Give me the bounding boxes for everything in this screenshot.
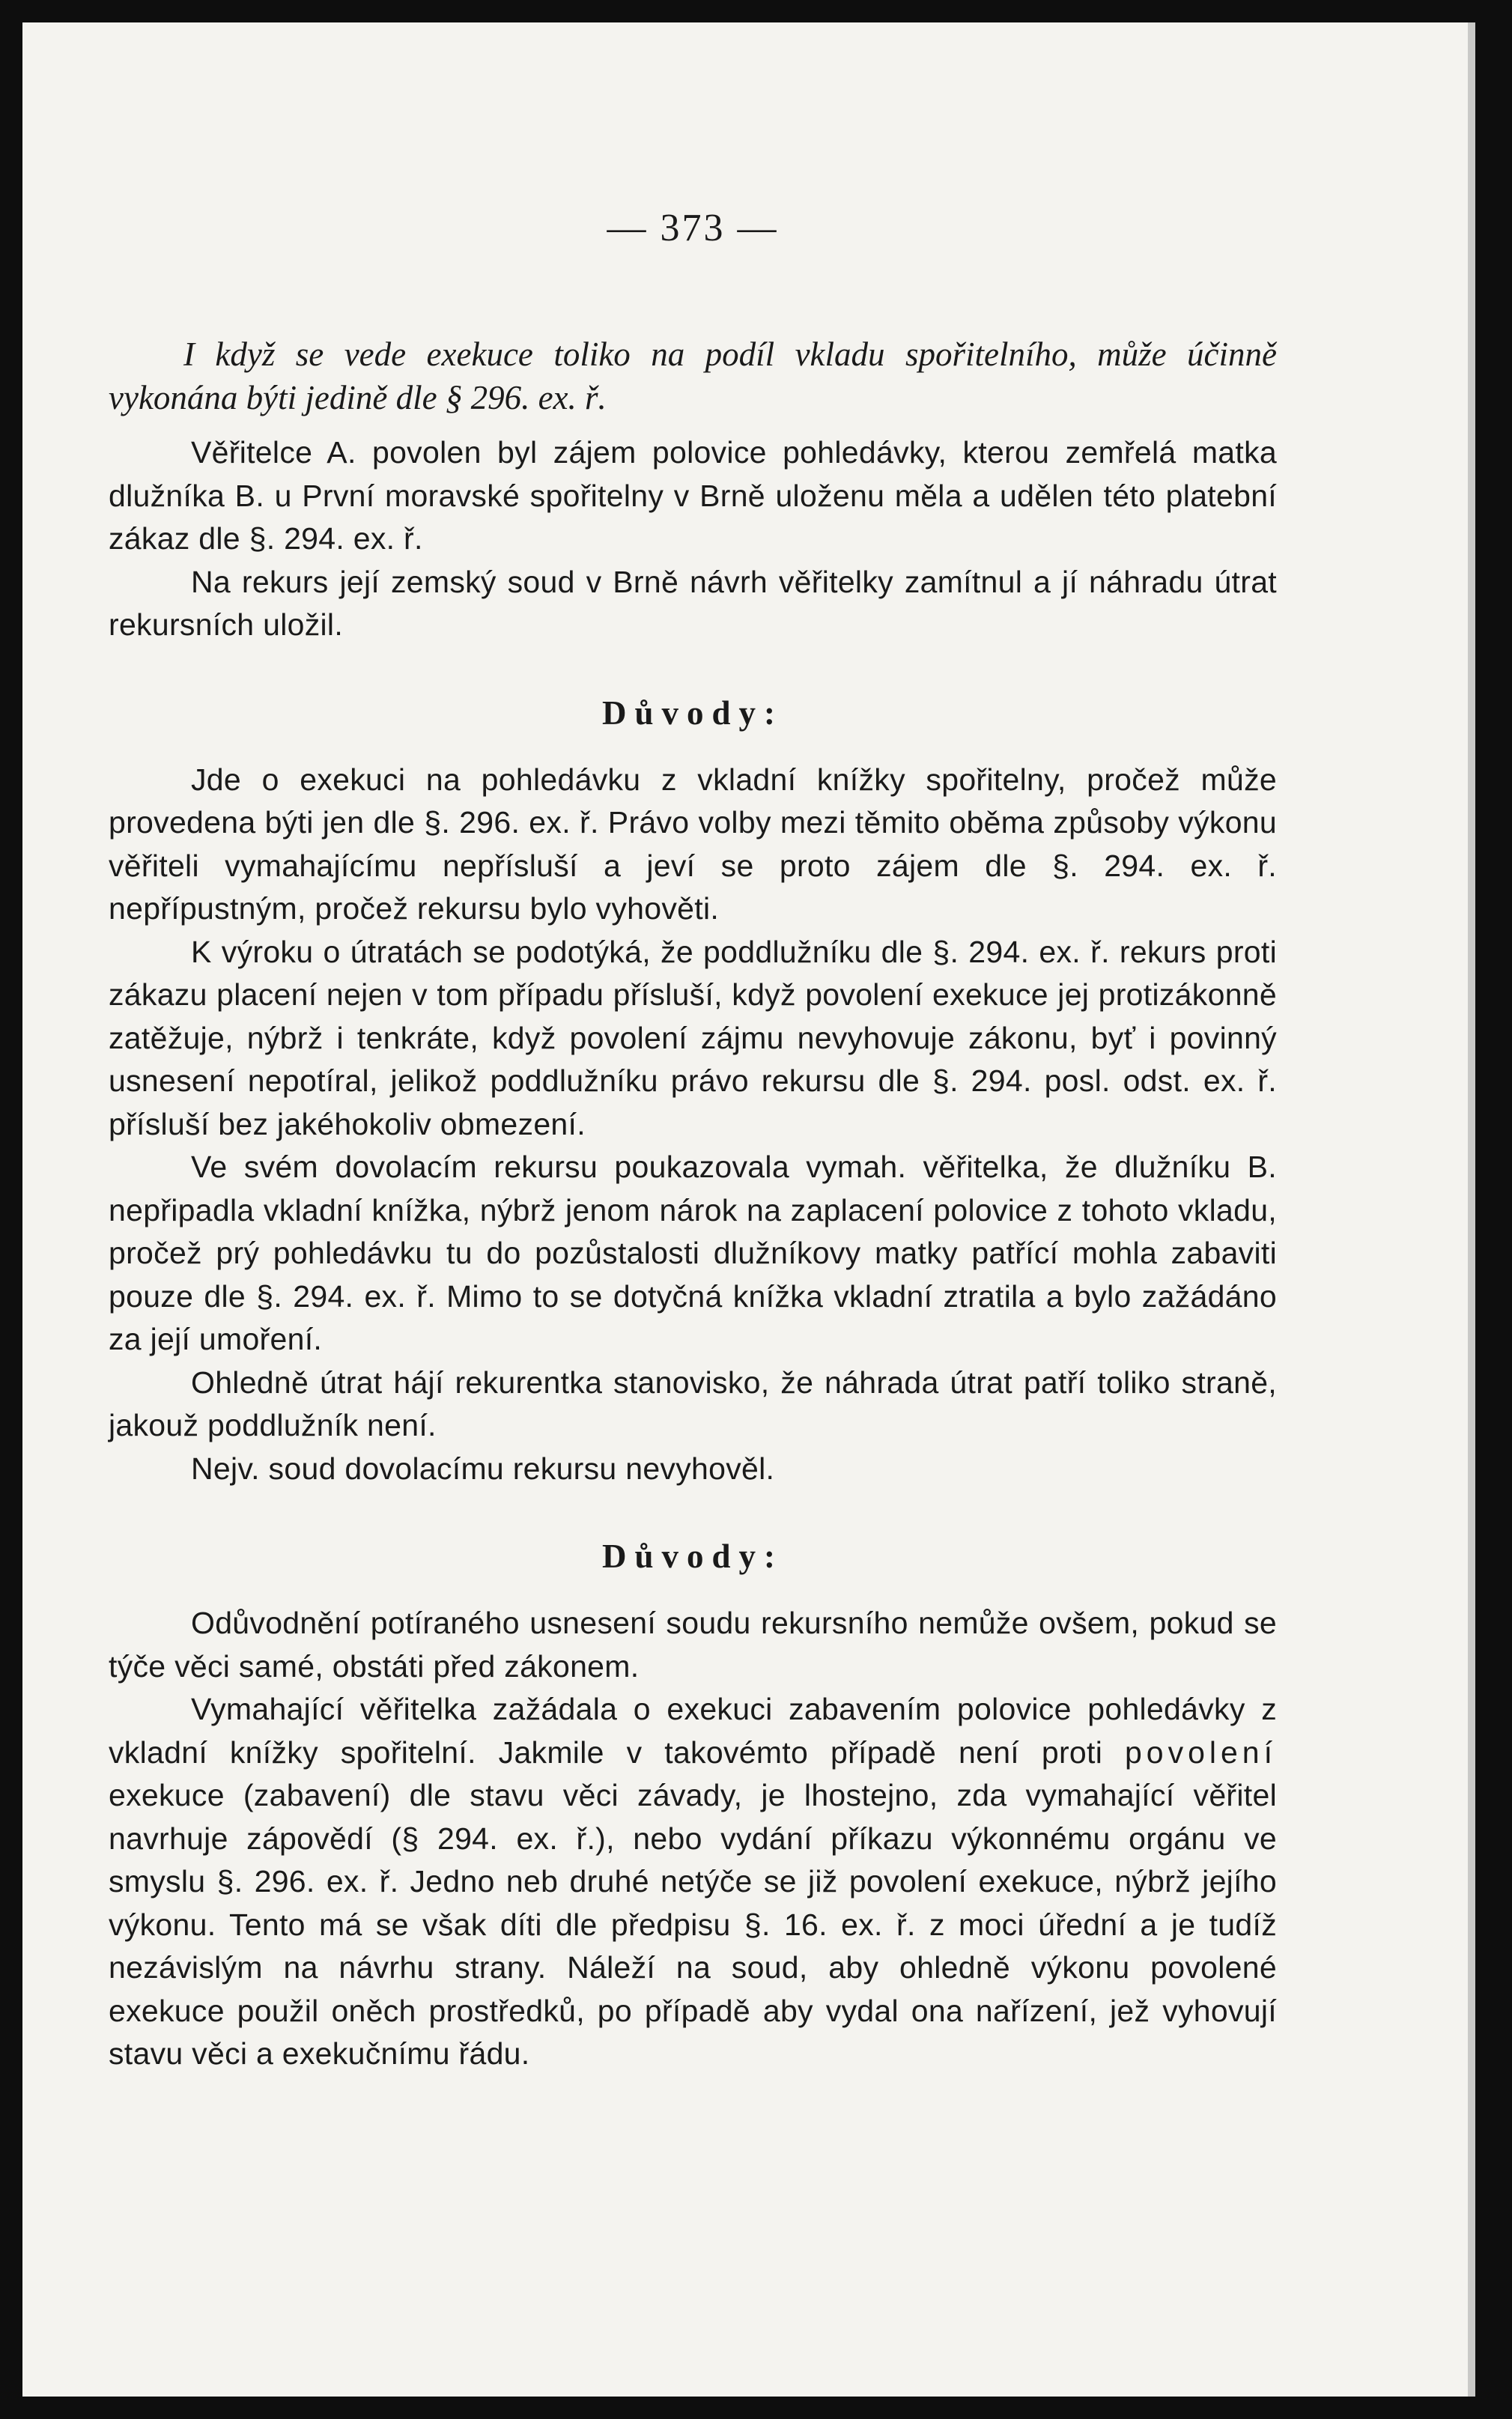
reasons-2-paragraph-2-after: exekuce (zabavení) dle stavu věci závady, je lhostejno, zda vymahající věřitel navrhuje zápovědí (§ 294. ex. ř.), nebo vydání příkazu výkonnému orgánu ve smyslu §. 296. ex. ř. Jedno neb druhé netýče se již povolení exekuce, nýbrž jejího výkonu. Tento má se však díti dle předpisu §. 16. ex. ř. z moci úřední a je tudíž nezávislým na návrhu strany. Náleží na soud, aby ohledně výkonu povolené exekuce použil oněch prostředků, po případě aby vydal ona nařízení, jež vyhovují stavu věci a exekučnímu řádu. (109, 1778, 1277, 2071)
reasons-1-paragraph-1: Jde o exekuci na pohledávku z vkladní knížky spořitelny, pročež může provedena býti jen dle §. 296. ex. ř. Právo volby mezi těmito oběma způsoby výkonu věřiteli vymahajícímu nepřísluší a jeví se proto zájem dle §. 294. ex. ř. nepřípustným, pročež rekursu bylo vyhověti. (109, 762, 1277, 926)
reasons-2-paragraph-2-before: Vymahající věřitelka zažádala o exekuci zabavením polovice pohledávky z vkladní knížky spořitelní. Jakmile v takovémto případě není proti (109, 1692, 1277, 1770)
facts-paragraph-2: Na rekurs její zemský soud v Brně návrh věřitelky zamítnul a jí náhradu útrat rekursních uložil. (109, 564, 1277, 642)
reasons-2-paragraph-2 (109, 1688, 1277, 2076)
reasons-1-paragraph-3: Ve svém dovolacím rekursu poukazovala vymah. věřitelka, že dlužníku B. nepřipadla vkladní knížka, nýbrž jenom nárok na zaplacení polovice z tohoto vkladu, pročež prý pohledávku tu do pozůstalosti dlužníkovy matky patřící mohla zabaviti pouze dle §. 294. ex. ř. Mimo to se dotyčná knížka vkladní ztratila a bylo zažádáno za její umoření. (109, 1150, 1277, 1356)
reasons-1-paragraph-5: Nejv. soud dovolacímu rekursu nevyhověl. (191, 1451, 775, 1486)
headnote: I když se vede exekuce toliko na podíl vkladu spořitelního, může účinně vykonána býti jedině dle § 296. ex. ř. (109, 336, 1277, 416)
reasons-heading-1: Důvody: (601, 693, 784, 732)
page-content (109, 206, 1277, 2076)
reasons-2-paragraph-2-emphasis: povolení (1124, 1734, 1277, 1770)
reasons-2-paragraph-1: Odůvodnění potíraného usnesení soudu rekursního nemůže ovšem, pokud se týče věci samé, obstáti před zákonem. (109, 1606, 1277, 1684)
facts-paragraph-1: Věřitelce A. povolen byl zájem polovice pohledávky, kterou zemřelá matka dlužníka B. u První moravské spořitelny v Brně uloženu měla a udělen této platební zákaz dle §. 294. ex. ř. (109, 435, 1277, 556)
book-page (22, 22, 1475, 2397)
reasons-1-paragraph-2: K výroku o útratách se podotýká, že poddlužníku dle §. 294. ex. ř. rekurs proti zákazu placení nejen v tom případu přísluší, když povolení exekuce jej protizákonně zatěžuje, nýbrž i tenkráte, když povolení zájmu nevyhovuje zákonu, byť i povinný usnesení nepotíral, jelikož poddlužníku právo rekursu dle §. 294. posl. odst. ex. ř. přísluší bez jakéhokoliv obmezení. (109, 934, 1277, 1141)
reasons-1-paragraph-4: Ohledně útrat hájí rekurentka stanovisko, že náhrada útrat patří toliko straně, jakouž poddlužník není. (109, 1365, 1277, 1442)
reasons-heading-2: Důvody: (601, 1538, 784, 1575)
page-number: — 373 — (607, 207, 779, 249)
